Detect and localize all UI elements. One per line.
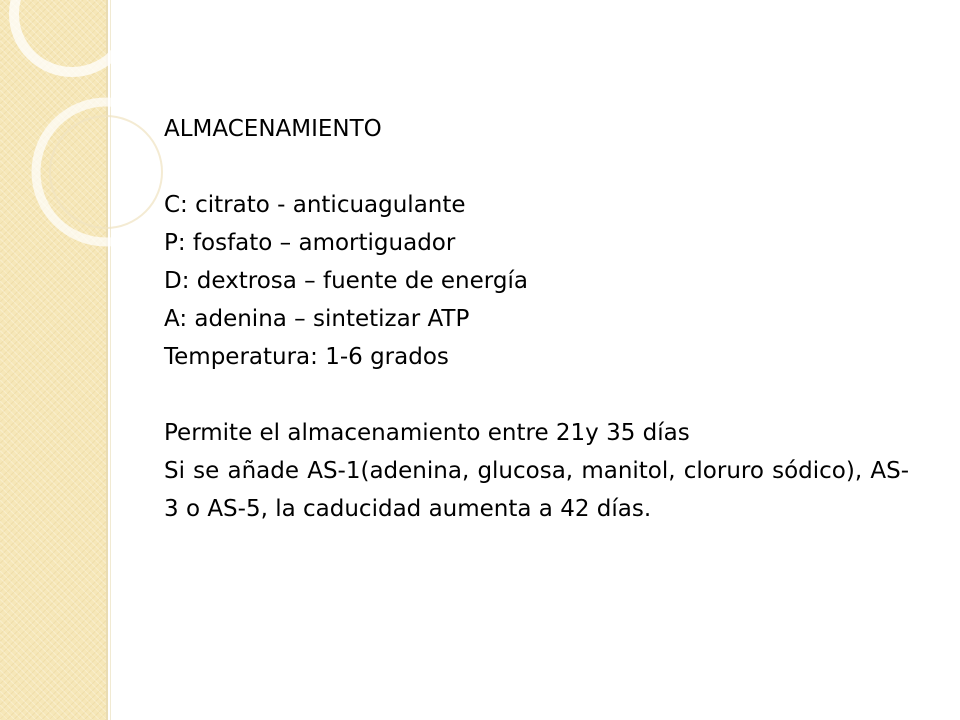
storage-duration-text: Permite el almacenamiento entre 21y 35 días xyxy=(164,420,690,446)
lower-ring-icon xyxy=(36,102,176,242)
upper-ring-icon xyxy=(14,0,130,72)
spacer xyxy=(164,376,909,414)
spacer xyxy=(164,148,909,186)
slide-body xyxy=(164,110,909,528)
component-citrate: C: citrato - anticuagulante xyxy=(164,192,466,218)
slide-heading: ALMACENAMIENTO xyxy=(164,116,382,142)
component-phosphate: P: fosfato – amortiguador xyxy=(164,230,456,256)
component-dextrose: D: dextrosa – fuente de energía xyxy=(164,268,528,294)
additive-note-paragraph: Si se añade AS-1(adenina, glucosa, manitol, cloruro sódico), AS-3 o AS-5, la caducidad aumenta a 42 días. xyxy=(164,458,909,522)
temperature-line: Temperatura: 1-6 grados xyxy=(164,344,449,370)
component-adenine: A: adenina – sintetizar ATP xyxy=(164,306,470,332)
lower-inner-ring-icon xyxy=(50,116,162,228)
